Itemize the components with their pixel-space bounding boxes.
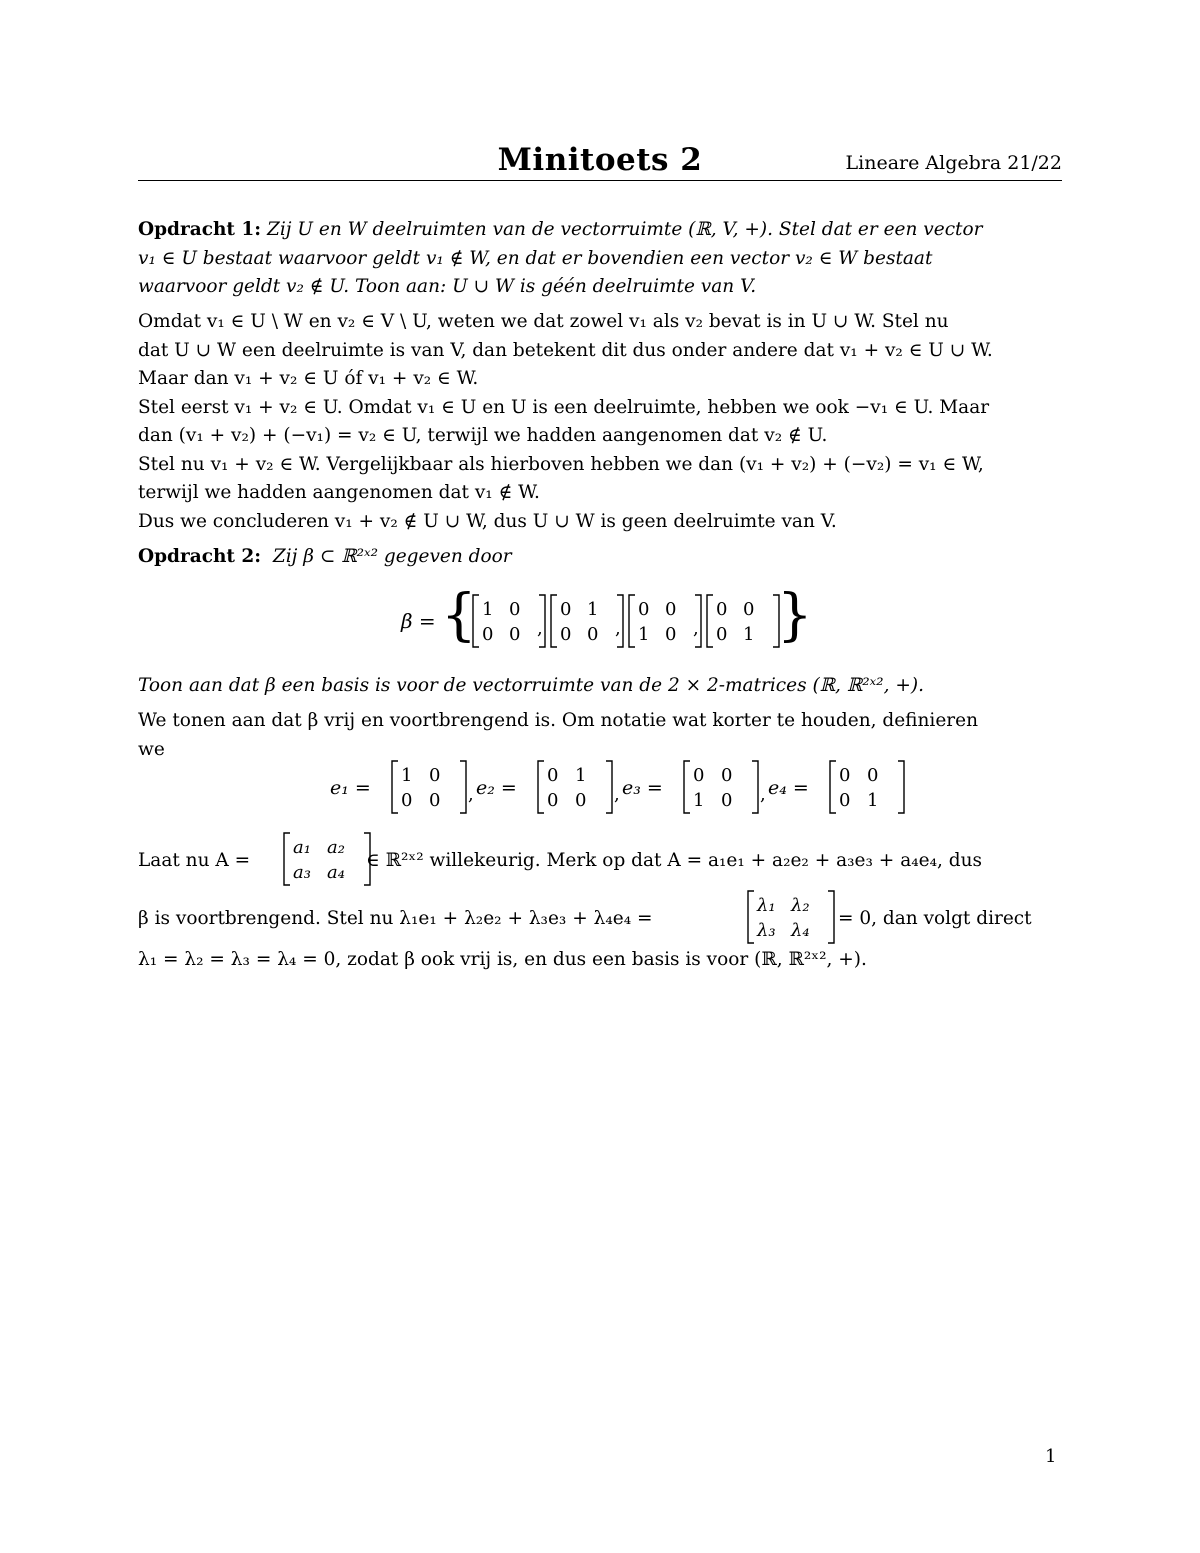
page-title: Minitoets 2 [497, 142, 703, 178]
e-matrix [538, 761, 612, 813]
left-bracket [830, 761, 836, 813]
right-bracket [828, 891, 834, 943]
e-label: e₃ = [622, 777, 663, 799]
matrix-entry: 1 [867, 790, 879, 811]
comma: , [615, 618, 621, 639]
task2-show [138, 672, 1062, 701]
task2-statement-text: Zij β ⊂ ℝ²ˣ² gegeven door [272, 546, 512, 567]
matrix-entry: 0 [665, 599, 677, 620]
task2-label: Opdracht 2: [138, 546, 262, 567]
A-line-pre: Laat nu A = [138, 850, 251, 871]
matrix-entry: 0 [716, 624, 728, 645]
right-bracket [898, 761, 904, 813]
matrix-entry: 0 [839, 765, 851, 786]
comma: , [614, 784, 620, 805]
left-brace: { [441, 583, 477, 648]
right-bracket [752, 761, 758, 813]
matrix-entry: 0 [575, 790, 587, 811]
answer-line: Stel eerst v₁ + v₂ ∈ U. Omdat v₁ ∈ U en U is een deelruimte, hebben we ook −v₁ ∈ U. Maar [138, 396, 990, 418]
matrix-entry: 0 [560, 624, 572, 645]
matrix-entry: a₄ [327, 862, 345, 883]
answer-line: Dus we concluderen v₁ + v₂ ∉ U ∪ W, dus U ∪ W is geen deelruimte van V. [138, 510, 837, 532]
left-bracket [684, 761, 690, 813]
matrix-entry: 1 [638, 624, 650, 645]
final-line: λ₁ = λ₂ = λ₃ = λ₄ = 0, zodat β ook vrij is, en dus een basis is voor (ℝ, ℝ²ˣ², +). [138, 949, 867, 970]
right-brace: } [777, 583, 813, 648]
e-matrix [684, 761, 758, 813]
answer-line: Stel nu v₁ + v₂ ∈ W. Vergelijkbaar als hierboven hebben we dan (v₁ + v₂) + (−v₂) = v₁ ∈ W, [138, 453, 984, 475]
matrix-entry: a₁ [293, 837, 311, 858]
left-bracket [551, 595, 557, 647]
matrix-entry: 0 [721, 765, 733, 786]
matrix-entry: λ₁ [757, 895, 776, 916]
beta-matrix [707, 595, 779, 647]
matrix-entry: λ₄ [791, 920, 810, 941]
left-bracket [748, 891, 754, 943]
comma: , [468, 784, 474, 805]
matrix-entry: a₃ [293, 862, 311, 883]
answer-line: We tonen aan dat β vrij en voortbrengend is. Om notatie wat korter te houden, definieren [138, 710, 978, 731]
left-bracket [538, 761, 544, 813]
matrix-entry: 1 [401, 765, 413, 786]
matrix-entry: 0 [429, 765, 441, 786]
left-bracket [284, 833, 290, 885]
matrix-entry: 0 [547, 790, 559, 811]
matrix-entry: a₂ [327, 837, 345, 858]
matrix-lambda-brackets [748, 891, 834, 943]
lambda-line [138, 884, 1062, 950]
answer-line: Omdat v₁ ∈ U \ W en v₂ ∈ V \ U, weten we dat zowel v₁ als v₂ bevat is in U ∪ W. Stel nu [138, 311, 949, 332]
answer-line: dan (v₁ + v₂) + (−v₁) = v₂ ∈ U, terwijl we hadden aangenomen dat v₂ ∉ U. [138, 425, 828, 446]
matrix-entry: 1 [743, 624, 755, 645]
matrix-entry: 1 [693, 790, 705, 811]
beta-matrix [473, 595, 545, 647]
matrix-A [284, 833, 370, 885]
right-bracket [606, 761, 612, 813]
matrix-entry: 1 [482, 599, 494, 620]
matrix-lambda [748, 891, 834, 943]
task2-conclusion [138, 946, 1062, 975]
matrix-entry: 0 [401, 790, 413, 811]
answer-line: terwijl we hadden aangenomen dat v₁ ∉ W. [138, 482, 540, 503]
comma: , [537, 618, 543, 639]
matrix-entry: 0 [509, 599, 521, 620]
matrix-entry: λ₃ [757, 920, 776, 941]
matrix-A-line [138, 826, 1062, 892]
task1-statement-line-2: v₁ ∈ U bestaat waarvoor geldt v₁ ∉ W, en dat er bovendien een vector v₂ ∈ W bestaat [138, 247, 933, 269]
right-bracket [460, 761, 466, 813]
A-line-post: ∈ ℝ²ˣ² willekeurig. Merk op dat A = a₁e₁ + a₂e₂ + a₃e₃ + a₄e₄, dus [366, 850, 983, 871]
beta-lhs: β = [401, 609, 436, 633]
matrix-entry: 1 [575, 765, 587, 786]
task1-statement [138, 216, 1062, 302]
page-number: 1 [1045, 1446, 1057, 1467]
answer-line: Maar dan v₁ + v₂ ∈ U óf v₁ + v₂ ∈ W. [138, 368, 479, 389]
e-matrix [830, 761, 904, 813]
answer-line: we [138, 738, 165, 760]
matrix-entry: 0 [716, 599, 728, 620]
page-header [138, 140, 1062, 181]
matrix-entry: 0 [560, 599, 572, 620]
matrix-entry: 0 [839, 790, 851, 811]
beta-matrices [473, 595, 779, 647]
task1-label: Opdracht 1: [138, 219, 262, 240]
task2-show-line: Toon aan dat β een basis is voor de vectorruimte van de 2 × 2-matrices (ℝ, ℝ²ˣ², +). [138, 675, 924, 696]
left-bracket [707, 595, 713, 647]
task2-statement [138, 543, 1062, 572]
answer-line: dat U ∪ W een deelruimte is van V, dan betekent dit dus onder andere dat v₁ + v₂ ∈ U ∪ W. [138, 339, 993, 361]
matrix-entry: 0 [638, 599, 650, 620]
matrix-entry: 0 [743, 599, 755, 620]
lambda-line-post: = 0, dan volgt direct [838, 908, 1032, 929]
comma: , [693, 618, 699, 639]
matrix-entry: 0 [482, 624, 494, 645]
left-bracket [629, 595, 635, 647]
matrix-entry: 0 [429, 790, 441, 811]
task1-statement-line-1 [138, 216, 1062, 245]
beta-matrix [551, 595, 623, 647]
matrix-entry: 0 [509, 624, 521, 645]
e-label: e₄ = [768, 777, 809, 799]
e-label: e₁ = [330, 777, 371, 799]
e-matrix [392, 761, 466, 813]
task1-statement-line-3: waarvoor geldt v₂ ∉ U. Toon aan: U ∪ W is géén deelruimte van V. [138, 276, 757, 297]
matrix-A-brackets [284, 833, 370, 885]
matrix-entry: 0 [721, 790, 733, 811]
beta-set-display [395, 583, 813, 654]
beta-matrix [629, 595, 701, 647]
course-name: Lineare Algebra 21/22 [845, 152, 1062, 174]
matrix-entry: 1 [587, 599, 599, 620]
matrix-entry: λ₂ [791, 895, 810, 916]
matrix-entry: 0 [867, 765, 879, 786]
left-bracket [392, 761, 398, 813]
matrix-entry: 0 [587, 624, 599, 645]
lambda-line-pre: β is voortbrengend. Stel nu λ₁e₁ + λ₂e₂ + λ₃e₃ + λ₄e₄ = [138, 908, 653, 929]
task1-statement-text-1: Zij U en W deelruimten van de vectorruimte (ℝ, V, +). Stel dat er een vector [267, 219, 983, 240]
matrix-entry: 0 [693, 765, 705, 786]
e-label: e₂ = [476, 777, 517, 799]
task1-answer [138, 308, 1062, 536]
comma: , [760, 784, 766, 805]
matrix-entry: 0 [665, 624, 677, 645]
basis-definitions [330, 754, 879, 820]
matrix-entry: 0 [547, 765, 559, 786]
